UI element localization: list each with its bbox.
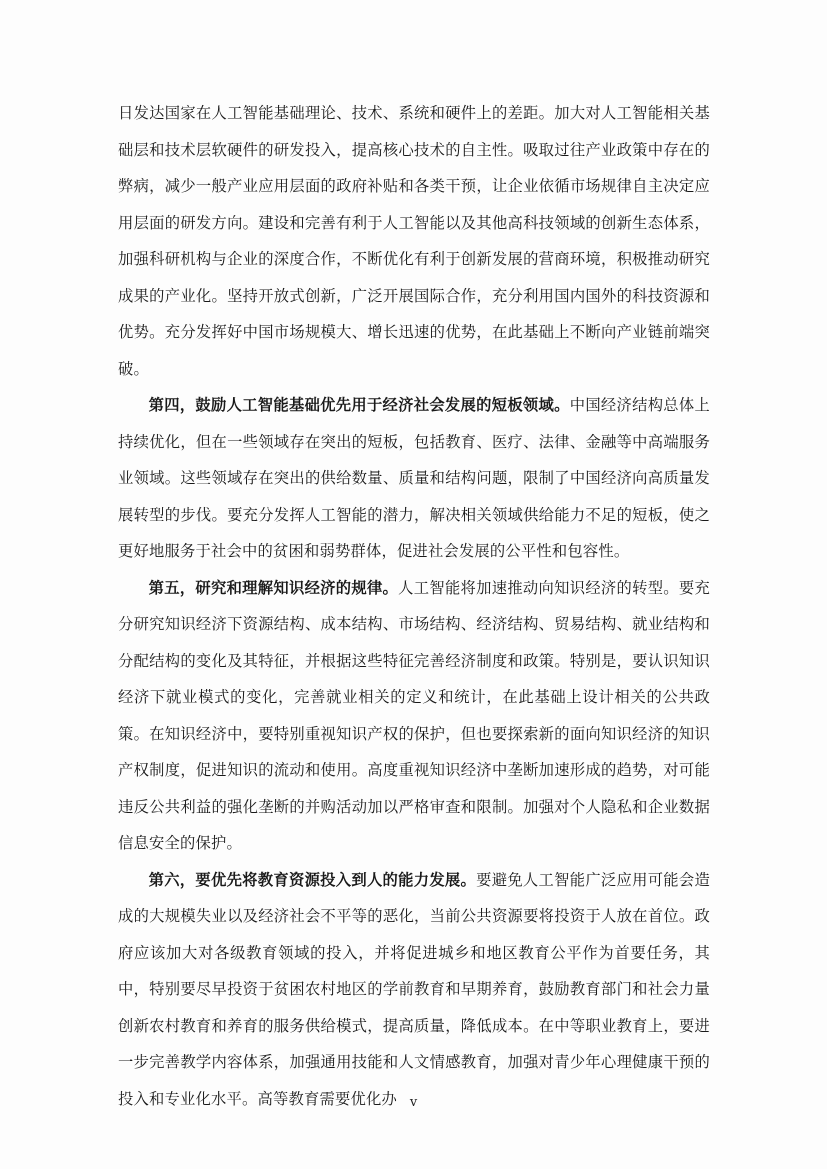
paragraph bbox=[118, 570, 710, 862]
paragraph-text: 人工智能将加速推动向知识经济的转型。要充分研究知识经济下资源结构、成本结构、市场结构、经济结构、贸易结构、就业结构和分配结构的变化及其特征，并根据这些特征完善经济制度和政策。特别是，要认识知识经济下就业模式的变化，完善就业相关的定义和统计，在此基础上设计相关的公共政策。在知识经济中，要特别重视知识产权的保护，但也要探索新的面向知识经济的知识产权制度，促进知识的流动和使用。高度重视知识经济中垄断加速形成的趋势，对可能违反公共利益的强化垄断的并购活动加以严格审查和限制。加强对个人隐私和企业数据信息安全的保护。 bbox=[118, 578, 710, 852]
page-body bbox=[118, 95, 710, 1117]
paragraph-lead: 第六，要优先将教育资源投入到人的能力发展。 bbox=[148, 870, 477, 889]
paragraph bbox=[118, 862, 710, 1118]
paragraph-text: 中国经济结构总体上持续优化，但在一些领域存在突出的短板，包括教育、医疗、法律、金融等中高端服务业领域。这些领域存在突出的供给数量、质量和结构问题，限制了中国经济向高质量发展转型的步伐。要充分发挥人工智能的潜力，解决相关领域供给能力不足的短板，使之更好地服务于社会中的贫困和弱势群体，促进社会发展的公平性和包容性。 bbox=[118, 396, 710, 560]
paragraph-lead: 第四，鼓励人工智能基础优先用于经济社会发展的短板领域。 bbox=[148, 396, 570, 414]
paragraph-lead: 第五，研究和理解知识经济的规律。 bbox=[148, 578, 399, 597]
paragraph-text: 要避免人工智能广泛应用可能会造成的大规模失业以及经济社会不平等的恶化，当前公共资源要将投资于人放在首位。政府应该加大对各级教育领域的投入，并将促进城乡和地区教育公平作为首要任务，其中，特别要尽早投资于贫困农村地区的学前教育和早期养育，鼓励教育部门和社会力量创新农村教育和养育的服务供给模式，提高质量，降低成本。在中等职业教育上，要进一步完善教学内容体系，加强通用技能和人文情感教育，加强对青少年心理健康干预的投入和专业化水平。高等教育需要优化办 bbox=[118, 870, 710, 1108]
paragraph-text: 日发达国家在人工智能基础理论、技术、系统和硬件上的差距。加大对人工智能相关基础层和技术层软硬件的研发投入，提高核心技术的自主性。吸取过往产业政策中存在的弊病，减少一般产业应用层面的政府补贴和各类干预，让企业依循市场规律自主决定应用层面的研发方向。建设和完善有利于人工智能以及其他高科技领域的创新生态体系，加强科研机构与企业的深度合作，不断优化有利于创新发展的营商环境，积极推动研究成果的产业化。坚持开放式创新，广泛开展国际合作，充分利用国内国外的科技资源和优势。充分发挥好中国市场规模大、增长迅速的优势，在此基础上不断向产业链前端突破。 bbox=[118, 104, 710, 378]
paragraph bbox=[118, 387, 710, 570]
paragraph bbox=[118, 95, 710, 387]
page-number: v bbox=[409, 1095, 418, 1110]
